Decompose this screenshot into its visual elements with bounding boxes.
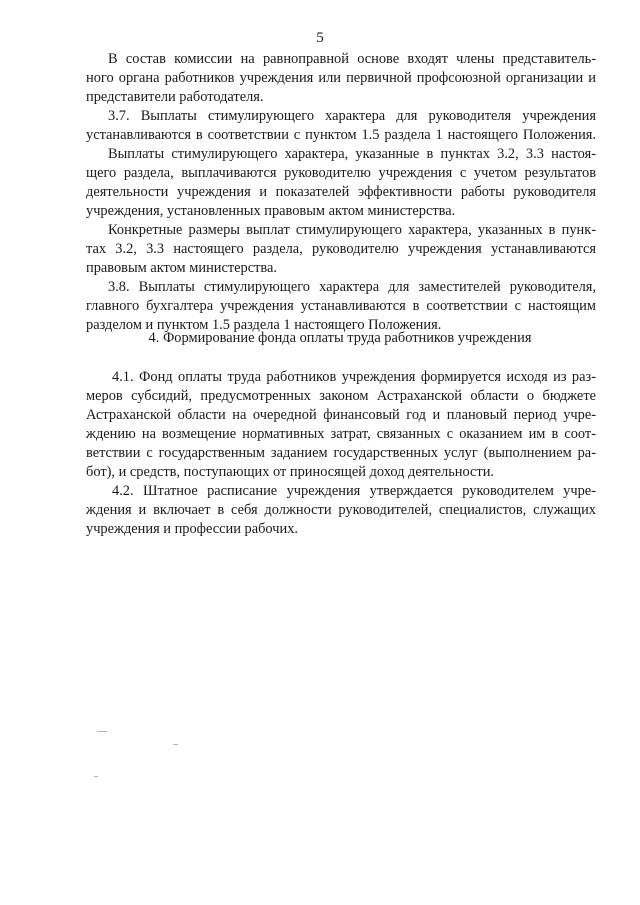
scan-speck: [173, 744, 178, 745]
text-line: Конкретные размеры выплат стимулирующего характера, указанных в пунк-: [108, 222, 596, 238]
text-line: Астраханской области на очередной финансовый год и плановый период учре-: [86, 407, 596, 423]
text-line: меров субсидий, предусмотренных законом Астраханской области о бюджете: [86, 388, 596, 404]
text-line: главного бухгалтера учреждения устанавливаются в соответствии с настоящим: [86, 298, 596, 314]
text-line: ждению на возмещение нормативных затрат, связанных с оказанием им в соот-: [86, 426, 596, 442]
text-line: щего раздела, выплачиваются руководителю учреждения с учетом результатов: [86, 165, 596, 181]
text-line: устанавливаются в соответствии с пунктом 1.5 раздела 1 настоящего Положения.: [86, 127, 596, 143]
text-line: В состав комиссии на равноправной основе входят члены представитель-: [108, 51, 596, 67]
text-line: представители работодателя.: [86, 89, 264, 105]
page-number: 5: [316, 30, 324, 46]
text-line: 3.7. Выплаты стимулирующего характера для руководителя учреждения: [108, 108, 596, 124]
text-line: 4.2. Штатное расписание учреждения утверждается руководителем учре-: [112, 483, 596, 499]
text-line: 4.1. Фонд оплаты труда работников учреждения формируется исходя из раз-: [112, 369, 596, 385]
scan-speck: [97, 731, 107, 732]
text-line: учреждения и профессии рабочих.: [86, 521, 298, 537]
scan-speck: [94, 776, 98, 777]
text-line: Выплаты стимулирующего характера, указанные в пунктах 3.2, 3.3 настоя-: [108, 146, 596, 162]
text-line: правовым актом министерства.: [86, 260, 277, 276]
text-line: бот), и средств, поступающих от приносящей доход деятельности.: [86, 464, 495, 480]
text-line: тах 3.2, 3.3 настоящего раздела, руководителю учреждения устанавливаются: [86, 241, 596, 257]
text-line: учреждения, установленных правовым актом министерства.: [86, 203, 456, 219]
text-line: деятельности учреждения и показателей эффективности работы руководителя: [86, 184, 596, 200]
text-line: ветствии с государственным заданием государственных услуг (выполнением ра-: [86, 445, 596, 461]
section-heading: 4. Формирование фонда оплаты труда работников учреждения: [148, 330, 532, 346]
text-line: ждения и включает в себя должности руководителей, специалистов, служащих: [86, 502, 596, 518]
text-line: ного органа работников учреждения или первичной профсоюзной организации и: [86, 70, 596, 86]
text-line: 3.8. Выплаты стимулирующего характера для заместителей руководителя,: [108, 279, 596, 295]
text-line: разделом и пунктом 1.5 раздела 1 настоящего Положения.: [86, 317, 442, 333]
